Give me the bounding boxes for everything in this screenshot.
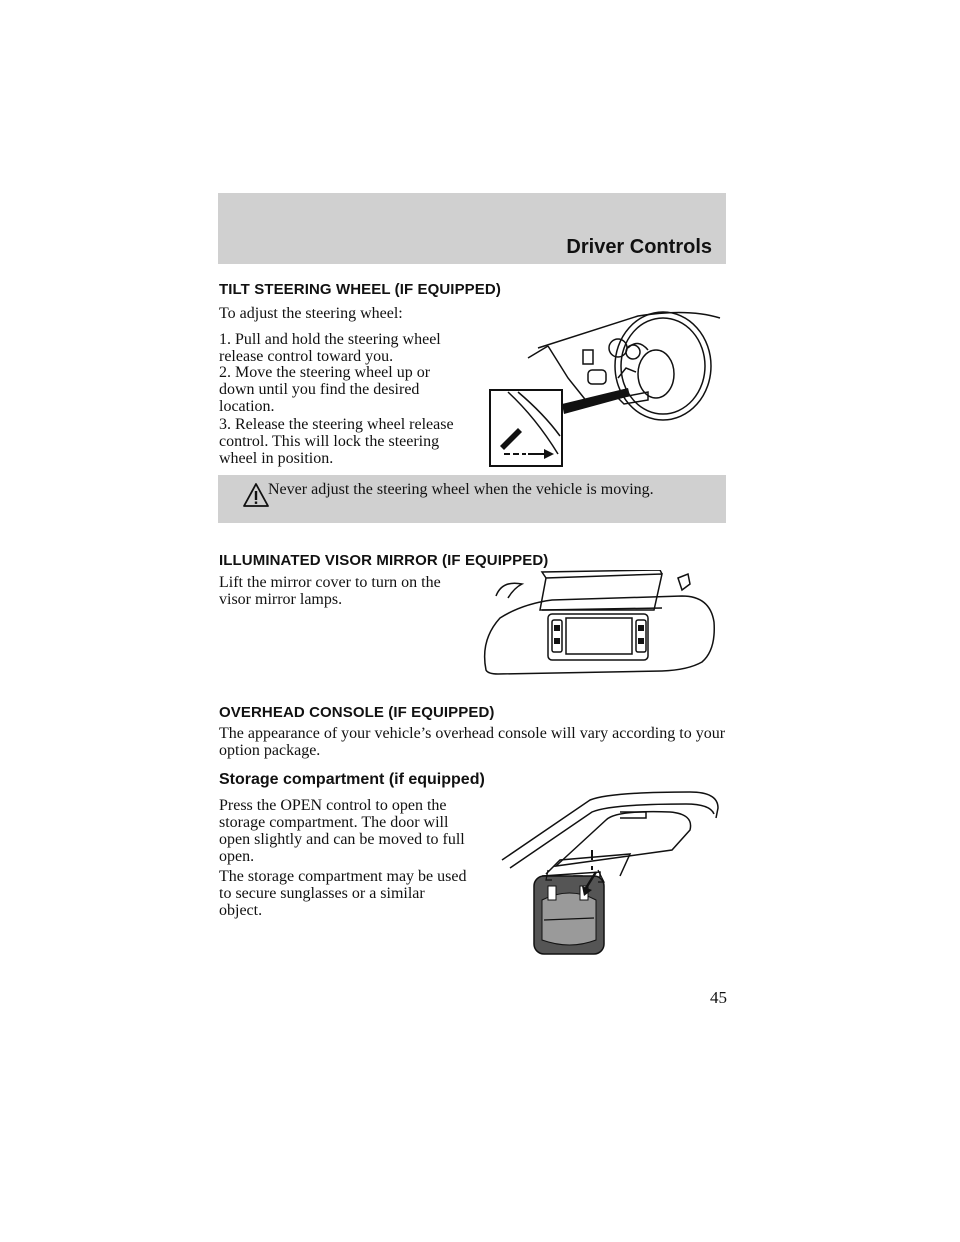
section-title: Driver Controls — [566, 236, 712, 258]
warning-text: Never adjust the steering wheel when the vehicle is moving. — [268, 481, 654, 498]
warning-box — [218, 475, 726, 523]
console-heading: OVERHEAD CONSOLE (IF EQUIPPED) — [219, 704, 495, 721]
page-number: 45 — [710, 988, 727, 1007]
visor-mirror-illustration — [482, 570, 722, 678]
steering-wheel-illustration — [488, 308, 728, 468]
warning-triangle-icon — [242, 482, 270, 508]
storage-para-2: The storage compartment may be used to secure sunglasses or a similar object. — [219, 868, 467, 919]
console-text: The appearance of your vehicle’s overhead console will vary according to your option package. — [219, 725, 726, 759]
visor-text: Lift the mirror cover to turn on the visor mirror lamps. — [219, 574, 441, 608]
tilt-intro: To adjust the steering wheel: — [219, 305, 403, 322]
storage-para-1: Press the OPEN control to open the storage compartment. The door will open slightly and can be moved to full open. — [219, 797, 465, 865]
tilt-step-2: 2. Move the steering wheel up or down until you find the desired location. — [219, 364, 431, 415]
overhead-console-illustration — [500, 790, 726, 960]
storage-heading: Storage compartment (if equipped) — [219, 771, 485, 788]
tilt-step-3: 3. Release the steering wheel release control. This will lock the steering wheel in position. — [219, 416, 454, 467]
header-band — [218, 193, 726, 264]
tilt-heading: TILT STEERING WHEEL (IF EQUIPPED) — [219, 281, 501, 298]
visor-heading: ILLUMINATED VISOR MIRROR (IF EQUIPPED) — [219, 552, 549, 569]
tilt-step-1: 1. Pull and hold the steering wheel release control toward you. — [219, 331, 441, 365]
